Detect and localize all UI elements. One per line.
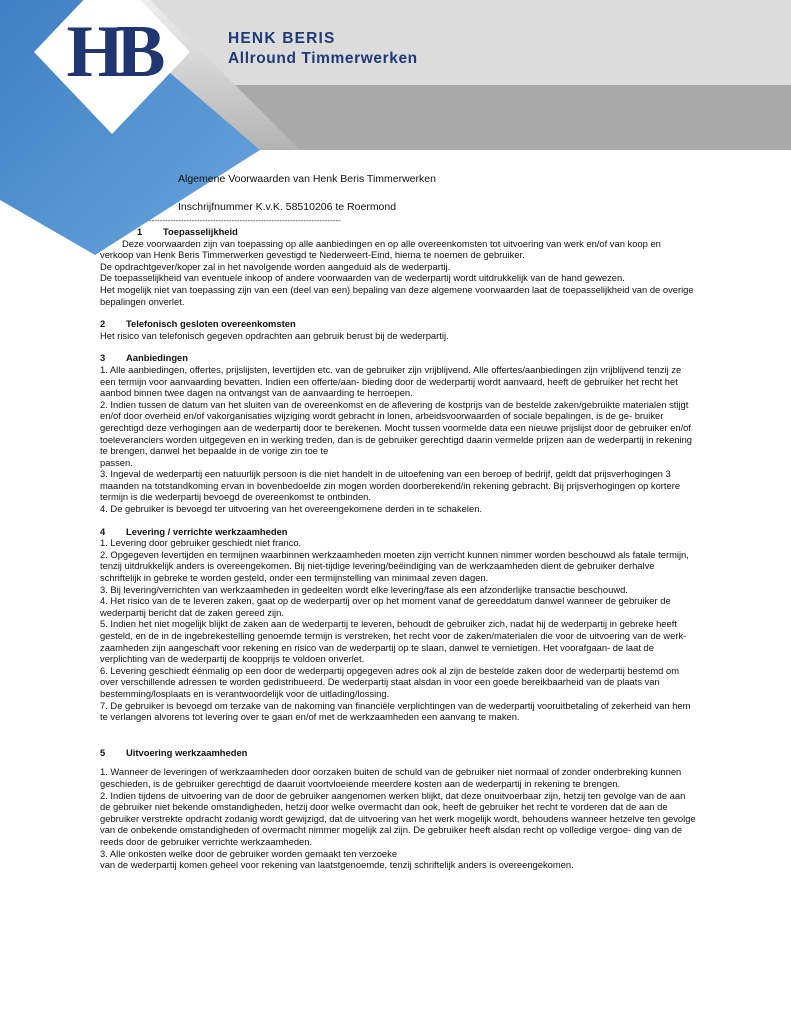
- header-graphic: [0, 0, 791, 260]
- paragraph: 4. Het risico van de te leveren zaken, gaat op de wederpartij over op het moment vanaf de gereeddatum danwel wanneer de gebruiker de wederpartij bericht dat de zaken gereed zijn.: [100, 595, 671, 618]
- paragraph: Deze voorwaarden zijn van toepassing op alle aanbiedingen en op alle overeenkomsten tot uitvoering van werk en/of van koop en verkoop van Henk Beris Timmerwerken gevestigd te Nederweert-Eind, hierna te noemen de gebruiker.: [100, 237, 661, 261]
- paragraph: 3. Bij levering/verrichten van werkzaamheden in gedeelten wordt elke levering/fase als een afzonderlijke transactie beschouwd.: [100, 583, 628, 595]
- section-title: Telefonisch gesloten overeenkomsten: [126, 318, 296, 330]
- section-heading: [100, 352, 696, 364]
- company-tagline: Allround Timmerwerken: [228, 50, 418, 67]
- dashed-rule: ------------------------------------------------------------------------: [149, 216, 341, 225]
- paragraph: Het risico van telefonisch gegeven opdrachten aan gebruik berust bij de wederpartij.: [100, 329, 449, 341]
- section-title: Aanbiedingen: [126, 352, 188, 364]
- paragraph: 1. Levering door gebruiker geschiedt niet franco.: [100, 537, 302, 549]
- paragraph: 6. Levering geschiedt éénmalig op een door de wederpartij opgegeven adres ook al zijn de bestelde zaken door de wederpartij bestemd om over verschillende adressen te worden gedistribueerd. De wederpartij staat alsdan in voor een goede bereikbaarheid van de plaats van bestemming/losplaats en is verantwoordelijk voor de uitlading/lossing.: [100, 664, 680, 699]
- paragraph: 3. Ingeval de wederpartij een natuurlijk persoon is die niet handelt in de uitoefening van een beroep of bedrijf, geldt dat prijsverhogingen 3 maanden na totstandkoming ervan in bovenbedoelde zin mogen worden doorberekend/in rekening gebracht. Bij prijsverhogingen op kortere termijn is die wederpartij bevoegd de overeenkomst te ontbinden.: [100, 468, 681, 503]
- paragraph: 1. Wanneer de leveringen of werkzaamheden door oorzaken buiten de schuld van de gebruiker niet normaal of zonder onderbreking kunnen geschieden, is de gebruiker gerechtigd de daaruit voortvloeiende meerdere kosten aan de wederpartij in rekening te brengen.: [100, 766, 682, 789]
- document-title: Algemene Voorwaarden van Henk Beris Timmerwerken: [178, 173, 436, 185]
- section-number: 5: [100, 746, 106, 758]
- paragraph: 2. Indien tijdens de uitvoering van de door de gebruiker aangenomen werken blijkt, dat deze onuitvoerbaar zijn, hetzij ten gevolge van de aan de gebruiker niet bekende omstandigheden, hetzij door welke overmacht dan ook, heeft de gebruiker het recht te vorderen dat de aan de gebruiker verstrekte opdracht zodanig wordt gewijzigd, dat de uitvoering van het werk mogelijk wordt, behoudens wanneer hetzelve ten gevolge van de onbekende omstandigheden of overmacht nimmer mogelijk zal zijn. De gebruiker heeft alsdan recht op volledige vergoe- ding van de reeds door de gebruiker verrichte werkzaamheden.: [100, 789, 696, 847]
- paragraph: Het mogelijk niet van toepassing zijn van een (deel van een) bepaling van deze algemene voorwaarden laat de toepasselijkheid van de overige bepalingen onverlet.: [100, 283, 694, 307]
- section-heading: [100, 226, 696, 238]
- terms-body: [100, 226, 696, 871]
- section-heading: [100, 526, 696, 538]
- section-number: 2: [100, 318, 106, 330]
- paragraph: De opdrachtgever/koper zal in het navolgende worden aangeduid als de wederpartij.: [100, 260, 451, 272]
- section-number: 3: [100, 352, 106, 364]
- paragraph: 2. Opgegeven levertijden en termijnen waarbinnen werkzaamheden moeten zijn verricht kunnen nimmer worden beschouwd als fatale termijn, tenzij uitdrukkelijk anders is overeengekomen. Bij niet-tijdige levering/beëindiging van de werkzaamheden dient de gebruiker derhalve schriftelijk in gebreke te worden gesteld, onder een termijnstelling van minimaal zeven dagen.: [100, 548, 689, 584]
- logo-letters: HB: [66, 11, 158, 93]
- paragraph: 1. Alle aanbiedingen, offertes, prijslijsten, levertijden etc. van de gebruiker zijn vrijblijvend. Alle offertes/aanbiedingen zijn vrijblijvend tenzij ze een termijn voor aanvaarding bevatten. Indien een offerte/aan- bieding door de wederpartij wordt aanvaard, heeft de gebruiker het recht het aanbod binnen twee dagen na ontvangst van de aanvaarding te herroepen.: [100, 363, 682, 399]
- section-title: Toepasselijkheid: [163, 226, 238, 237]
- paragraph: De toepasselijkheid van eventuele inkoop of andere voorwaarden van de wederpartij wordt uitdrukkelijk van de hand gewezen.: [100, 272, 625, 284]
- paragraph: 5. Indien het niet mogelijk blijkt de zaken aan de wederpartij te leveren, behoudt de gebruiker zich, nadat hij de wederpartij in gebreke heeft gesteld, en de in de ingebrekestelling genoemde termijn is verstreken, het recht voor de zaken/materialen die voor de uitvoering van de werk- zaamheden zijn aangeschaft voor rekening en risico van de wederpartij op te slaan, danwel te vernietigen. Het voorafgaan- de laat de verplichting van de wederpartij de koopprijs te voldoen onverlet.: [100, 618, 687, 665]
- header-shadow-stripe: [235, 85, 791, 150]
- paragraph: passen.: [100, 456, 133, 468]
- section-title: Levering / verrichte werkzaamheden: [126, 525, 288, 537]
- paragraph: 2. Indien tussen de datum van het sluiten van de overeenkomst en de aflevering de kostprijs van de bestelde zaken/gebruikte materialen stijgt en/of door overheid en/of vakorganisaties wijziging wordt gebracht in lonen, arbeidsvoorwaarden of sociale bepalingen, is de ge- bruiker gerechtigd deze verhogingen aan de wederpartij door te berekenen. Mocht tussen voormelde data een nieuwe prijslijst door de gebruiker en/of toeleveranciers worden uitgegeven en in werking treden, dan is de gebruiker gerechtigd daarin vermelde prijzen aan de wederpartij in rekening te brengen, danwel het bepaalde in de vorige zin toe te: [100, 398, 693, 457]
- registration-number: Inschrijfnummer K.v.K. 58510206 te Roermond: [178, 201, 397, 213]
- section-number: 1: [137, 226, 143, 237]
- section-number: 4: [100, 525, 106, 537]
- section-heading: [100, 747, 696, 759]
- hb-logo: [67, 11, 165, 93]
- section-title: Uitvoering werkzaamheden: [126, 746, 248, 758]
- paragraph: 3. Alle onkosten welke door de gebruiker worden gemaakt ten verzoeke: [100, 847, 398, 859]
- paragraph: van de wederpartij komen geheel voor rekening van laatstgenoemde, tenzij schriftelijk anders is overeengekomen.: [100, 859, 574, 871]
- paragraph: 4. De gebruiker is bevoegd ter uitvoering van het overeengekomene derden in te schakelen.: [100, 503, 483, 515]
- section-heading: [100, 318, 696, 330]
- company-name: HENK BERIS: [228, 30, 336, 47]
- paragraph: 7. De gebruiker is bevoegd om terzake van de nakoming van financiële verplichtingen van de wederpartij vooruitbetaling of zekerheid van hem te verlangen alvorens tot levering over te gaan en/of met de werkzaamheden een aanvang te maken.: [100, 699, 691, 723]
